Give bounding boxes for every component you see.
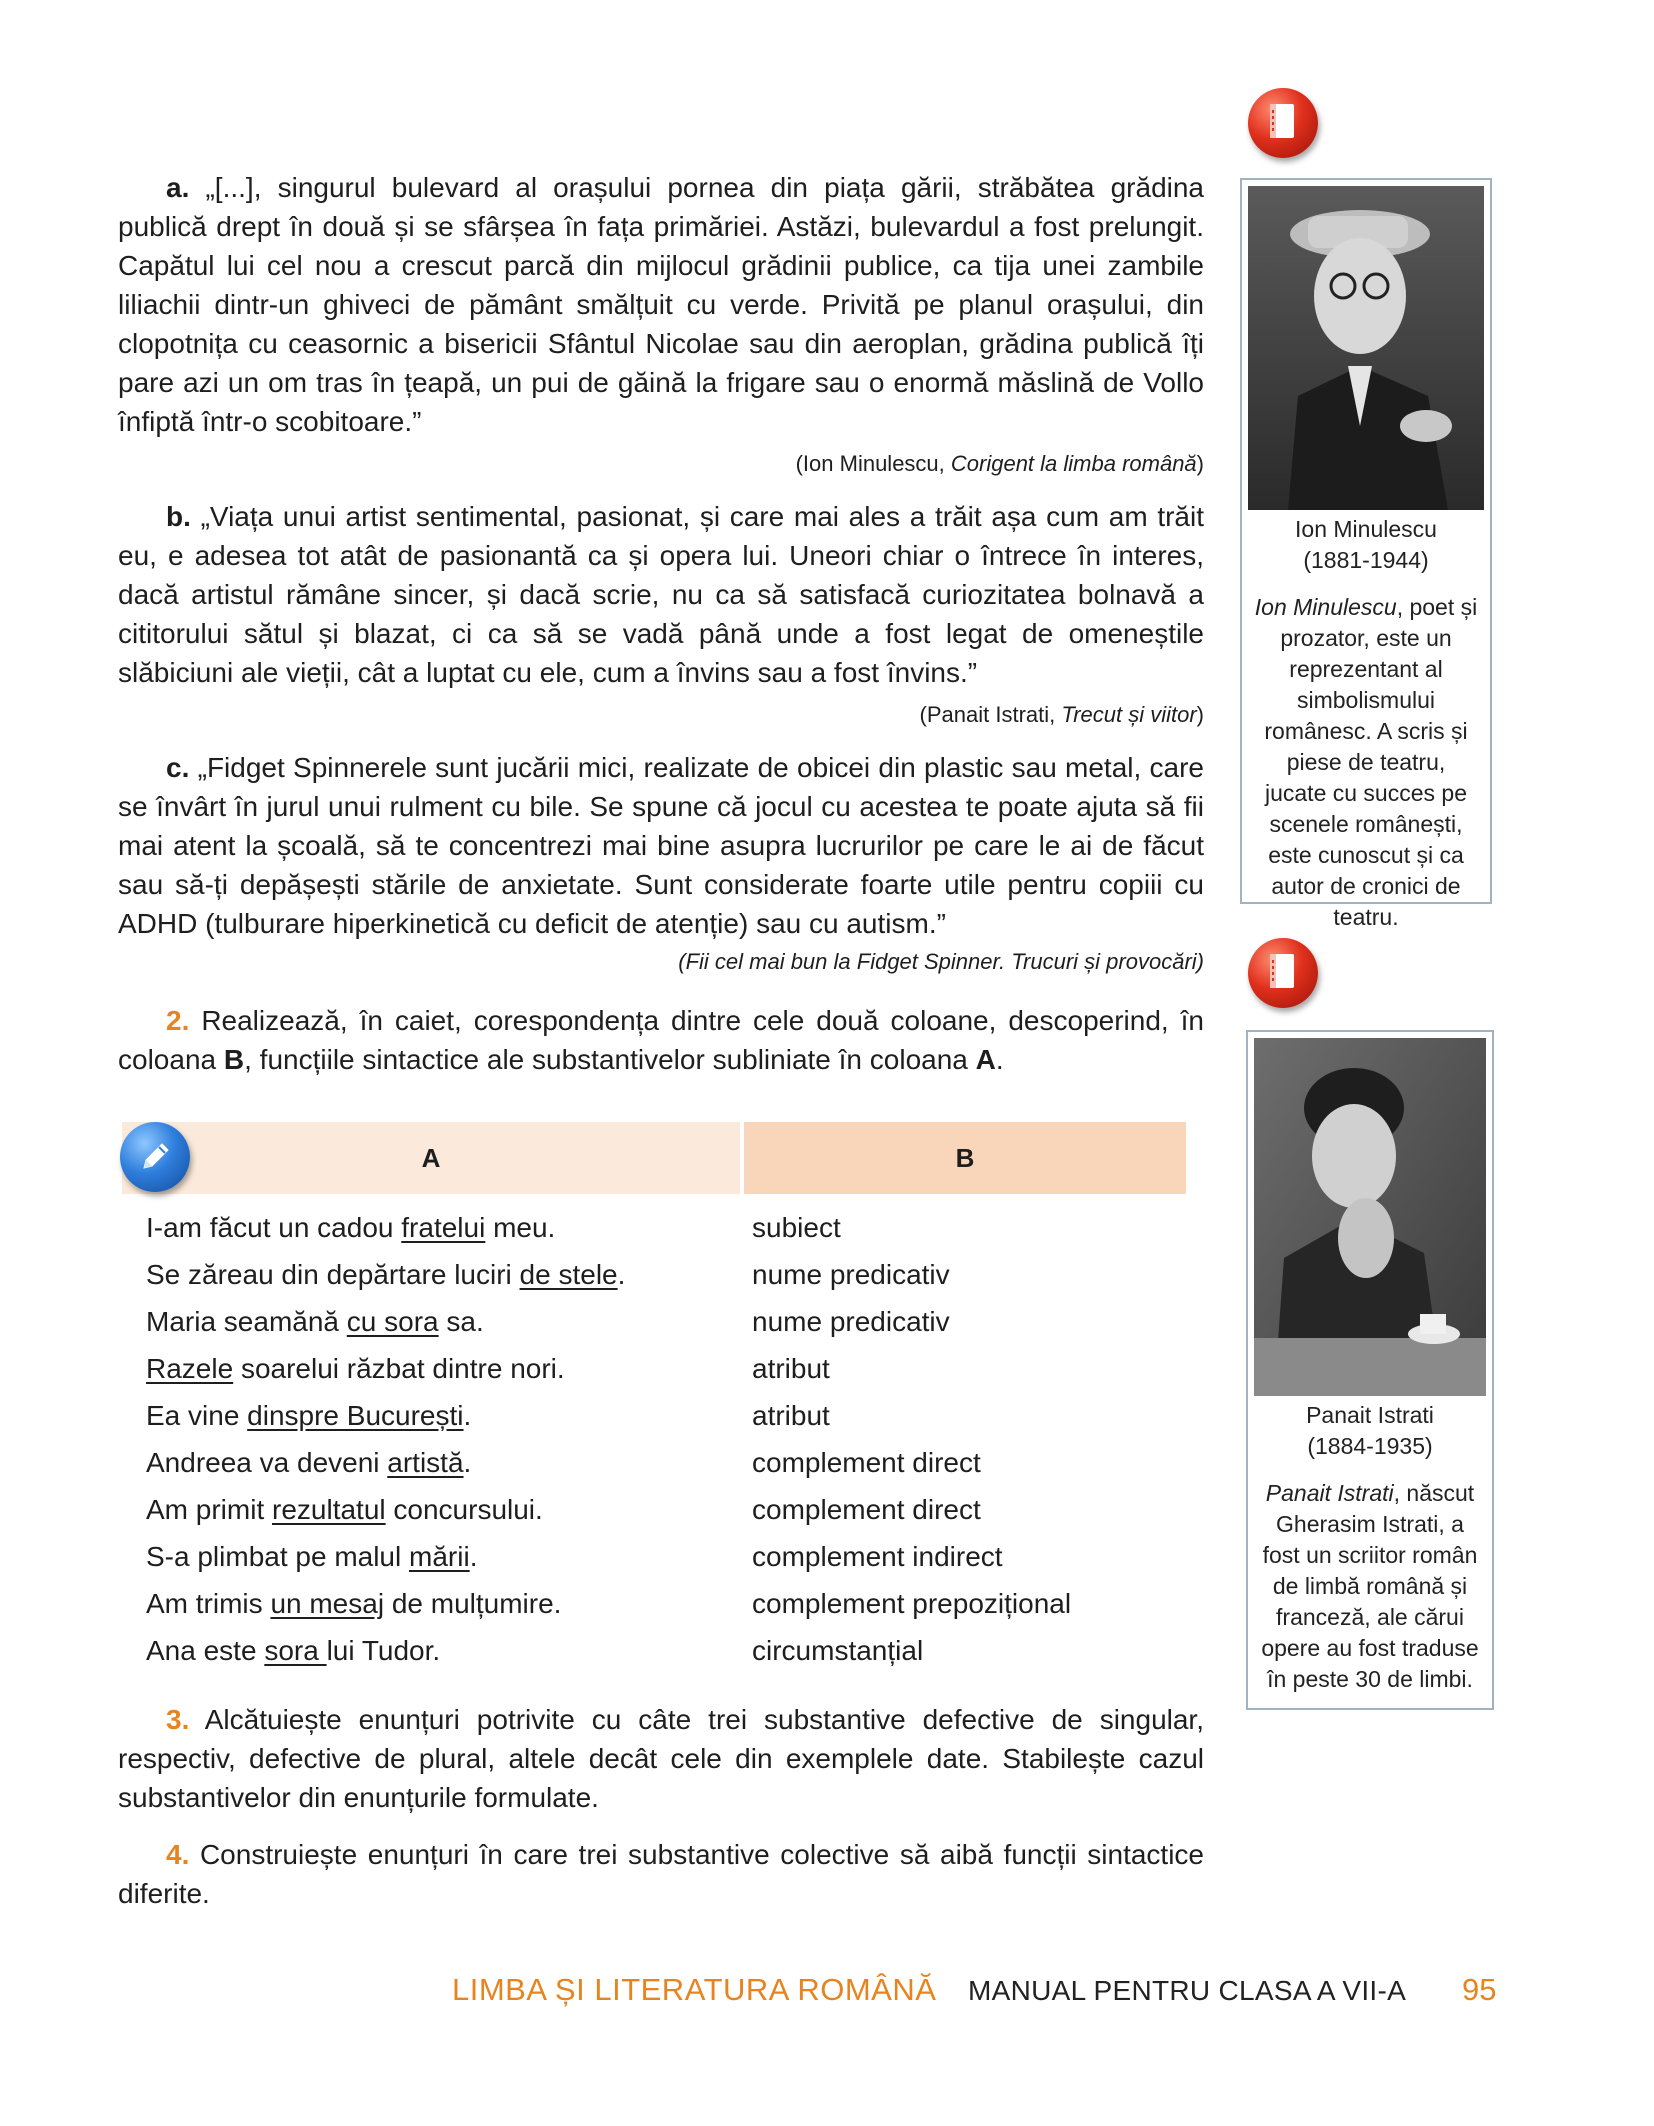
quote-letter: c.: [166, 752, 190, 783]
column-a-cell: Am trimis un mesaj de mulțumire.: [146, 1587, 562, 1619]
quote-source: (Panait Istrati, Trecut și viitor): [919, 702, 1204, 727]
portrait-istrati: [1254, 1038, 1486, 1396]
column-b-cell: complement indirect: [752, 1540, 1003, 1572]
underlined-noun: rezultatul: [272, 1493, 386, 1525]
exercise-3: 3. Alcătuiește enunțuri potrivite cu câte trei substantive defective de singular, respectiv, defective de plural, altele decât cele din exemplele date. Stabilește cazul substantivelor din enunțurile formulate.: [118, 1704, 1204, 1813]
underlined-noun: mării: [409, 1540, 470, 1572]
quote-c: [118, 748, 1204, 977]
table-row: [122, 1204, 1186, 1251]
author-years: (1881-1944): [1303, 547, 1429, 573]
underlined-noun: Razele: [146, 1352, 234, 1384]
author-description: Panait Istrati, născut Gherasim Istrati, a fost un scriitor român de limbă română și franceză, ale cărui opere au fost traduse în peste 30 de limbi.: [1261, 1480, 1479, 1692]
main-text: [118, 168, 1204, 1079]
exercise-number: 3.: [166, 1704, 190, 1735]
column-a-cell: S-a plimbat pe malul mării.: [146, 1540, 478, 1572]
column-a-cell: Am primit rezultatul concursului.: [146, 1493, 543, 1525]
quote-text: „[...], singurul bulevard al orașului pornea din piața gării, străbătea grădina publică drept în două și se sfârșea în fața primăriei. Astăzi, bulevardul a fost prelungit. Capătul lui cel nou a crescut parcă din mijlocul grădinii publice, ca tija unei zambile liliachii dintr-un ghiveci de pământ smălțuit cu verde. Privită pe planul orașului, din clopotnița cu ceasornic a bisericii Sfântul Nicolae sau din aeroplan, grădina publică îți pare azi un om tras în țeapă, un pui de găină la frigare sau o enormă măslină de Vollo înfiptă într-o scobitoare.”: [118, 172, 1205, 437]
underlined-noun: sora: [264, 1634, 327, 1666]
page-number: 95: [1462, 1972, 1497, 2007]
underlined-noun: cu sora: [346, 1305, 439, 1337]
underlined-noun: de stele: [519, 1258, 618, 1290]
column-b-cell: atribut: [752, 1352, 830, 1384]
column-a-cell: Andreea va deveni artistă.: [146, 1446, 472, 1478]
page-footer: [0, 1972, 1654, 2022]
table-row: [122, 1580, 1186, 1627]
exercise-4: 4. Construiește enunțuri în care trei substantive colective să aibă funcții sintactice diferite.: [118, 1839, 1204, 1909]
table-row: [122, 1345, 1186, 1392]
column-b-cell: complement prepozițional: [752, 1587, 1072, 1619]
author-card-istrati: [1246, 1030, 1494, 1710]
quote-source: (Fii cel mai bun la Fidget Spinner. Trucuri și provocări): [678, 949, 1204, 974]
underlined-noun: un mesaj: [270, 1587, 385, 1619]
table-row: [122, 1486, 1186, 1533]
column-b-cell: atribut: [752, 1399, 830, 1431]
exercise-number: 4.: [166, 1839, 190, 1870]
quote-text: „Viața unui artist sentimental, pasionat, și care mai ales a trăit așa cum am trăit eu, e adesea tot atât de pasionantă ca și opera lui. Uneori chiar o întrece în interes, dacă artistul rămâne sincer, și dacă scrie, nu ca să satisfacă curiozitatea bolnavă a cititorului sătul și blazat, ci ca să se vadă până unde a fost legat de omeneștile slăbiciuni ale vieții, cât a luptat cu ele, cum a învins sau a fost învins.”: [118, 501, 1204, 688]
table-body: [122, 1194, 1186, 1674]
column-b-cell: complement direct: [752, 1446, 981, 1478]
column-b-cell: circumstanțial: [752, 1634, 924, 1666]
table-header: [122, 1122, 1186, 1194]
quote-text: „Fidget Spinnerele sunt jucării mici, realizate de obicei din plastic sau metal, care se învârt în jurul unui rulment cu bile. Se spune că jocul cu acestea te poate ajuta să fii mai atent la școală, să te concentrezi mai bine asupra lucrurilor pe care le ai de făcut sau să-ți depășești stările de anxietate. Sunt considerate foarte utile pentru copiii cu ADHD (tulburare hiperkinetică cu deficit de atenție) sau cu autism.”: [118, 752, 1205, 939]
table-row: [122, 1251, 1186, 1298]
author-description: Ion Minulescu, poet și prozator, este un reprezentant al simbolismului românesc. A scris și piese de teatru, jucate cu succes pe scenele românești, este cunoscut și ca autor de cronici de teatru.: [1254, 594, 1478, 930]
column-a-cell: Se zăreau din depărtare luciri de stele.: [146, 1258, 626, 1290]
column-b-cell: nume predicativ: [752, 1258, 950, 1290]
exercises-3-4: [118, 1700, 1204, 1913]
column-b-cell: complement direct: [752, 1493, 981, 1525]
exercise-number: 2.: [166, 1005, 190, 1036]
table-row: [122, 1298, 1186, 1345]
caption-minulescu: [1242, 514, 1490, 933]
table-row: [122, 1392, 1186, 1439]
quote-source: (Ion Minulescu, Corigent la limba română): [795, 451, 1204, 476]
book-icon: [1248, 938, 1318, 1008]
column-b-cell: nume predicativ: [752, 1305, 950, 1337]
caption-istrati: [1248, 1400, 1492, 1695]
column-b-cell: subiect: [752, 1211, 841, 1243]
quote-letter: b.: [166, 501, 191, 532]
column-a-cell: Razele soarelui răzbat dintre nori.: [146, 1352, 565, 1384]
column-a-cell: Ana este sora lui Tudor.: [146, 1634, 441, 1666]
underlined-noun: artistă: [387, 1446, 464, 1478]
column-a-cell: I-am făcut un cadou fratelui meu.: [146, 1211, 556, 1243]
author-years: (1884-1935): [1307, 1433, 1433, 1459]
footer-subject: LIMBA ȘI LITERATURA ROMÂNĂ: [452, 1972, 937, 2007]
column-a-cell: Ea vine dinspre București.: [146, 1399, 472, 1431]
author-card-minulescu: [1240, 178, 1492, 930]
footer-manual: MANUAL PENTRU CLASA A VII-A: [968, 1975, 1407, 2006]
table-row: [122, 1627, 1186, 1674]
pencil-icon: [120, 1122, 190, 1192]
quote-a: [118, 168, 1204, 479]
author-name: Panait Istrati: [1306, 1402, 1434, 1428]
exercise-2: 2. Realizează, în caiet, corespondența dintre cele două coloane, descoperind, în coloana B, funcțiile sintactice ale substantivelor subliniate în coloana A.: [118, 1005, 1204, 1075]
quote-b: [118, 497, 1204, 730]
column-b-header: B: [744, 1122, 1186, 1194]
table-row: [122, 1439, 1186, 1486]
matching-table: [122, 1122, 1186, 1674]
table-row: [122, 1533, 1186, 1580]
author-name: Ion Minulescu: [1295, 516, 1437, 542]
underlined-noun: fratelui: [401, 1211, 486, 1243]
column-a-cell: Maria seamănă cu sora sa.: [146, 1305, 484, 1337]
column-a-header: A: [122, 1122, 740, 1194]
quote-letter: a.: [166, 172, 190, 203]
book-icon: [1248, 88, 1318, 158]
portrait-minulescu: [1248, 186, 1484, 510]
underlined-noun: dinspre București: [247, 1399, 464, 1431]
